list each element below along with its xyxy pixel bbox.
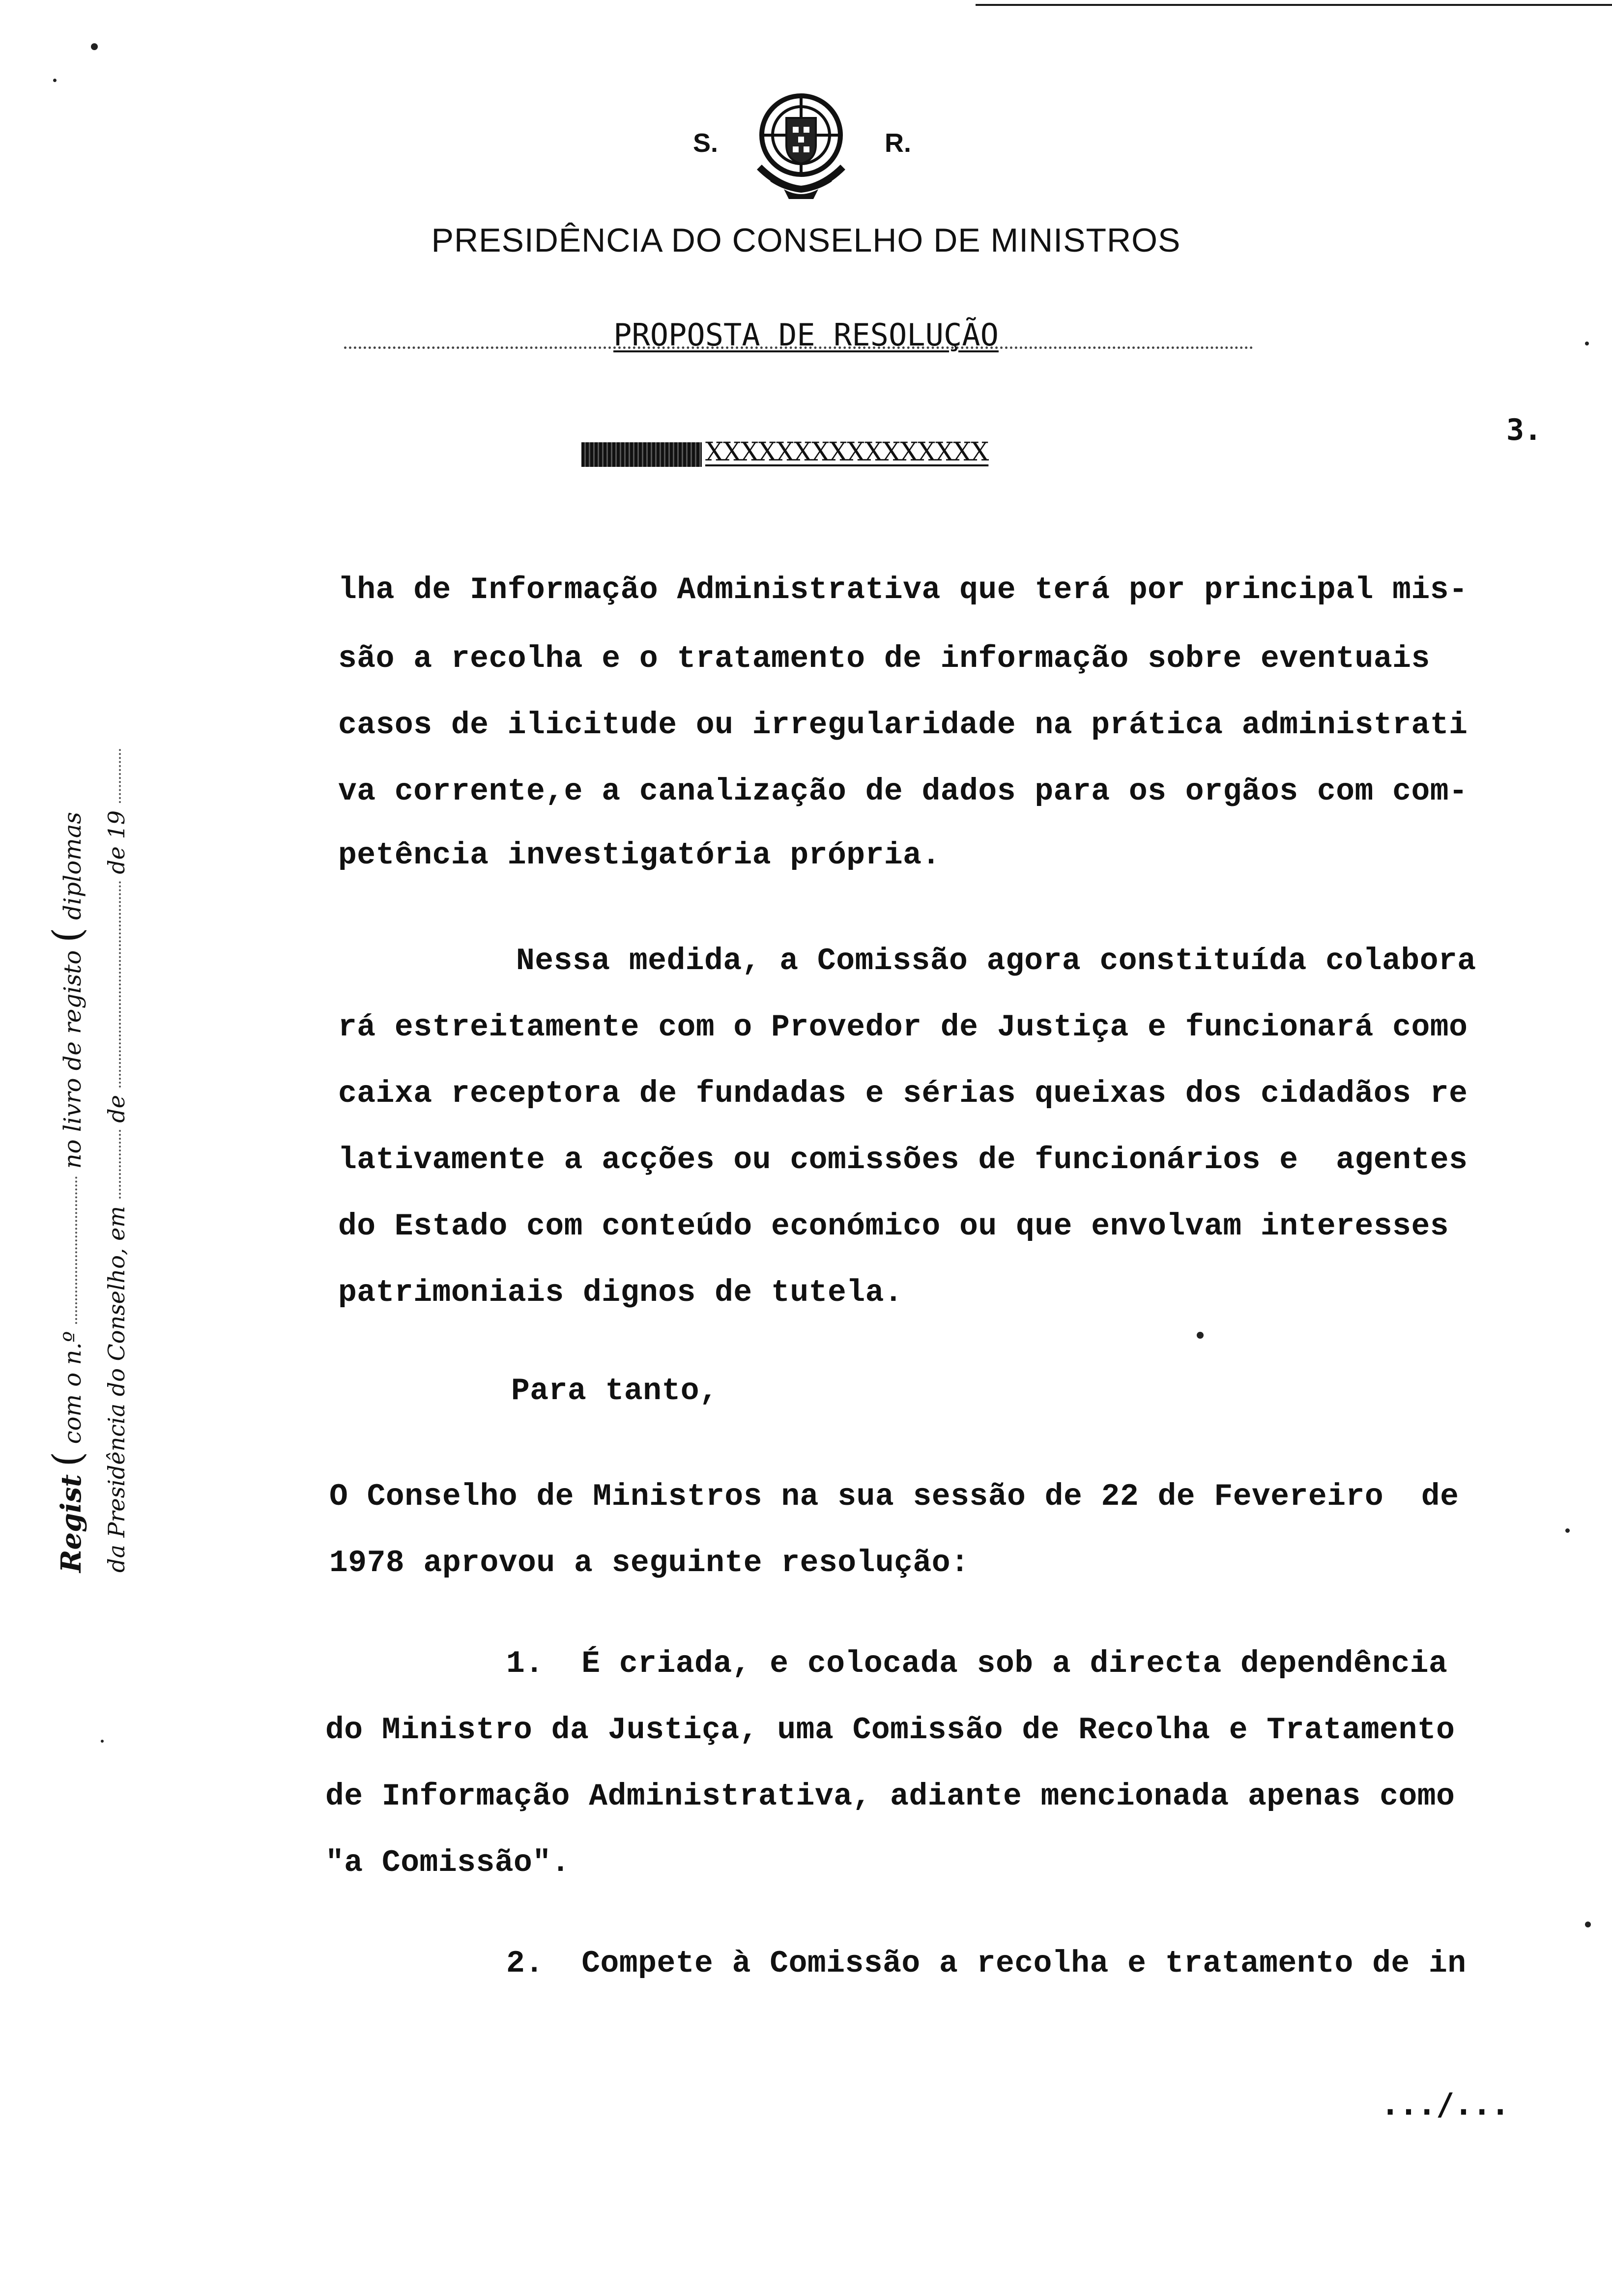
registry-date-label: da Presidência do Conselho, em [103,1205,130,1573]
scan-speck [101,1740,104,1743]
coat-of-arms-icon [749,88,853,201]
item1-line: de Informação Administrativa, adiante mencionada apenas como [325,1779,1455,1814]
paragraph1-line: lha de Informação Administrativa que terá por principal mis- [338,573,1468,607]
scan-speck [1197,1332,1204,1339]
registry-year-label: de 19 [103,810,130,874]
registry-de-label: de [103,1095,130,1123]
header-s: S. [693,128,719,158]
resolution-intro-line: O Conselho de Ministros na sua sessão de 22 de Fevereiro de [329,1479,1459,1514]
resolution-intro-line: 1978 aprovou a seguinte resolução: [329,1546,970,1580]
registry-diplomas-label: diplomas [59,812,86,920]
scan-speck [53,79,57,82]
paragraph2-line: patrimoniais dignos de tutela. [338,1275,903,1310]
registry-number-blank [72,1177,77,1324]
paragraph1-line: va corrente,e a canalização de dados para os orgãos com com- [338,774,1468,809]
scan-speck [1565,1528,1570,1533]
registry-number-label: com o n.º [59,1331,86,1444]
ministry-title: PRESIDÊNCIA DO CONSELHO DE MINISTROS [431,222,1181,259]
document-type [0,317,1612,353]
struck-title-text: XXXXXXXXXXXXXXXX [705,437,989,467]
top-rule [976,4,1612,6]
scan-speck [1585,342,1589,345]
paragraph2-line: caixa receptora de fundadas e sérias queixas dos cidadãos re [338,1076,1468,1111]
registry-line-1: Regist ( com o n.º no livro de registo ( diplomas [44,812,90,1573]
paragraph2-line: Nessa medida, a Comissão agora constituída colabora [516,944,1476,978]
scan-speck [1585,1922,1591,1927]
paragraph2-line: rá estreitamente com o Provedor de Justiça e funcionará como [338,1010,1468,1045]
scan-speck [91,43,98,50]
paragraph1-line: são a recolha e o tratamento de informação sobre eventuais [338,641,1430,676]
item2-line: 2. Compete à Comissão a recolha e tratamento de in [506,1946,1467,1981]
registry-year-blank [116,749,121,803]
registry-label: Regist [55,1474,87,1573]
struck-title [582,437,988,467]
registry-line-2 [103,749,130,1573]
registry-book-label: no livro de registo [59,950,86,1169]
paragraph1-line: petência investigatória própria. [338,838,941,873]
continuation-mark: .../... [1381,2086,1510,2122]
paragraph2-line: lativamente a acções ou comissões de funcionários e agentes [338,1143,1468,1177]
item1-line: 1. É criada, e colocada sob a directa dependência [506,1646,1448,1681]
paragraph2-line: do Estado com conteúdo económico ou que envolvam interesses [338,1209,1449,1244]
item1-line: "a Comissão". [325,1845,570,1880]
document-type-text: PROPOSTA DE RESOLUÇÃO [613,317,999,353]
paragraph1-line: casos de ilicitude ou irregularidade na prática administrati [338,708,1468,743]
registry-day-blank [116,1130,121,1199]
header-r: R. [885,128,911,158]
page-number: 3. [1506,413,1542,447]
item1-line: do Ministro da Justiça, uma Comissão de Recolha e Tratamento [325,1713,1455,1748]
registry-month-blank [116,881,121,1088]
para-tanto: Para tanto, [511,1374,719,1408]
